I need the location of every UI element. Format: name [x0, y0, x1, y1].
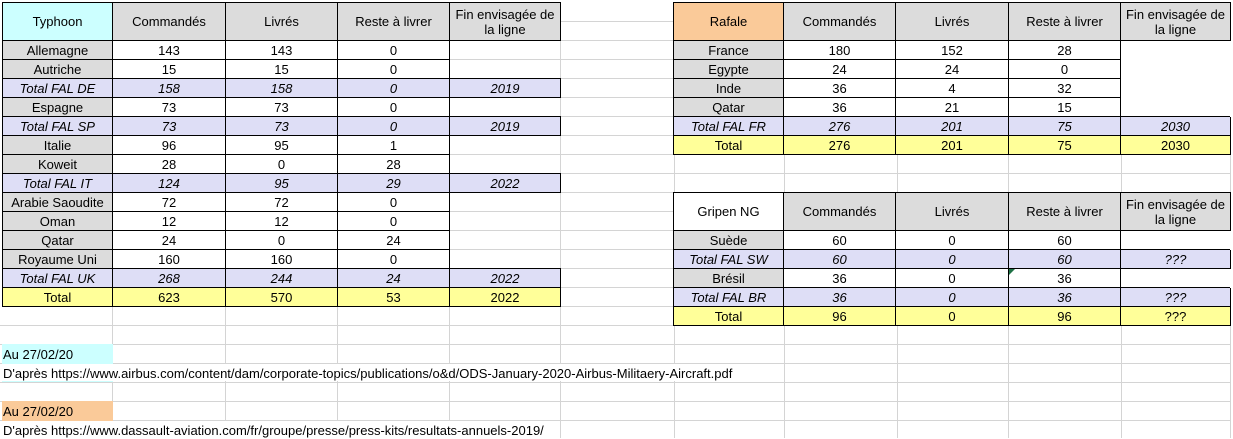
- cell[interactable]: 0: [338, 193, 450, 212]
- cell[interactable]: 623: [113, 288, 226, 307]
- typhoon-row-oman: [3, 212, 561, 231]
- rafale-column-header[interactable]: Reste à livrer: [1009, 3, 1121, 41]
- gridline: [449, 173, 1230, 174]
- cell[interactable]: 95: [226, 136, 338, 155]
- row-label[interactable]: Suède: [674, 231, 784, 250]
- gridline: [1230, 154, 1231, 192]
- row-label[interactable]: Total FAL BR: [674, 288, 784, 307]
- cell[interactable]: 0: [338, 98, 450, 117]
- gripen-row-total-fal-sw: [674, 250, 1231, 269]
- typhoon-header-row: [3, 3, 561, 41]
- gripen-column-header[interactable]: Fin envisagée de la ligne: [1121, 193, 1231, 231]
- cell[interactable]: 0: [338, 250, 450, 269]
- row-label[interactable]: Total FAL DE: [3, 79, 113, 98]
- cell[interactable]: 4: [896, 79, 1009, 98]
- cell[interactable]: 72: [226, 193, 338, 212]
- cell[interactable]: 0: [226, 155, 338, 174]
- cell[interactable]: ???: [1121, 288, 1231, 307]
- cell[interactable]: 36: [784, 98, 896, 117]
- cell[interactable]: 276: [784, 117, 896, 136]
- cell[interactable]: 96: [1009, 307, 1121, 326]
- gripen-row-su-de: [674, 231, 1231, 250]
- cell[interactable]: [450, 250, 561, 269]
- row-label[interactable]: Total FAL SP: [3, 117, 113, 136]
- cell[interactable]: [1121, 79, 1231, 98]
- typhoon-row-koweit: [3, 155, 561, 174]
- cell[interactable]: 72: [113, 193, 226, 212]
- rafale-row-egypte: [674, 60, 1231, 79]
- cell[interactable]: 75: [1009, 117, 1121, 136]
- rafale-column-header[interactable]: Livrés: [896, 3, 1009, 41]
- gridline: [560, 21, 674, 22]
- typhoon-column-header[interactable]: Commandés: [113, 3, 226, 41]
- typhoon-row-autriche: [3, 60, 561, 79]
- cell[interactable]: 73: [226, 117, 338, 136]
- cell[interactable]: 21: [896, 98, 1009, 117]
- cell[interactable]: 0: [896, 231, 1009, 250]
- cell[interactable]: 73: [226, 98, 338, 117]
- gridline: [1230, 325, 1231, 438]
- cell[interactable]: 0: [896, 288, 1009, 307]
- cell[interactable]: 0: [896, 250, 1009, 269]
- cell[interactable]: 12: [113, 212, 226, 231]
- row-label[interactable]: Total: [674, 136, 784, 155]
- rafale-column-header[interactable]: Fin envisagée de la ligne: [1121, 3, 1231, 41]
- cell[interactable]: 95: [226, 174, 338, 193]
- cell[interactable]: 0: [896, 307, 1009, 326]
- cell[interactable]: 36: [1009, 269, 1121, 288]
- row-label[interactable]: Egypte: [674, 60, 784, 79]
- row-label[interactable]: Espagne: [3, 98, 113, 117]
- error-indicator-icon: [1009, 269, 1015, 275]
- typhoon-column-header[interactable]: Livrés: [226, 3, 338, 41]
- typhoon-row-italie: [3, 136, 561, 155]
- gripen-column-header[interactable]: Reste à livrer: [1009, 193, 1121, 231]
- cell[interactable]: 53: [338, 288, 450, 307]
- gripen-column-header[interactable]: Commandés: [784, 193, 896, 231]
- row-label[interactable]: Total FAL FR: [674, 117, 784, 136]
- cell[interactable]: [450, 155, 561, 174]
- cell[interactable]: 2022: [450, 288, 561, 307]
- typhoon-column-header[interactable]: Fin envisagée de la ligne: [450, 3, 561, 41]
- row-label[interactable]: Total: [674, 307, 784, 326]
- rafale-row-total: [674, 136, 1231, 155]
- cell[interactable]: 158: [113, 79, 226, 98]
- cell[interactable]: 160: [113, 250, 226, 269]
- gripen-title-cell[interactable]: Gripen NG: [674, 193, 784, 231]
- cell[interactable]: 73: [113, 98, 226, 117]
- row-label[interactable]: Total FAL SW: [674, 250, 784, 269]
- cell[interactable]: 24: [338, 269, 450, 288]
- cell[interactable]: 60: [784, 250, 896, 269]
- cell[interactable]: 36: [784, 269, 896, 288]
- row-label[interactable]: Italie: [3, 136, 113, 155]
- cell[interactable]: 244: [226, 269, 338, 288]
- typhoon-row-royaume-uni: [3, 250, 561, 269]
- cell[interactable]: 60: [1009, 231, 1121, 250]
- cell[interactable]: ???: [1121, 250, 1231, 269]
- cell[interactable]: 29: [338, 174, 450, 193]
- rafale-row-inde: [674, 79, 1231, 98]
- typhoon-row-total-fal-de: [3, 79, 561, 98]
- cell[interactable]: 75: [1009, 136, 1121, 155]
- cell[interactable]: 0: [338, 60, 450, 79]
- cell[interactable]: 96: [784, 307, 896, 326]
- gripen-row-total-fal-br: [674, 288, 1231, 307]
- cell[interactable]: 15: [113, 60, 226, 79]
- row-label[interactable]: Total: [3, 288, 113, 307]
- rafale-title-cell[interactable]: Rafale: [674, 3, 784, 41]
- typhoon-row-arabie-saoudite: [3, 193, 561, 212]
- cell[interactable]: 201: [896, 136, 1009, 155]
- cell[interactable]: 0: [338, 41, 450, 60]
- cell[interactable]: 24: [784, 60, 896, 79]
- rafale-table: [673, 2, 1231, 155]
- cell[interactable]: 2019: [450, 79, 561, 98]
- cell[interactable]: 143: [113, 41, 226, 60]
- typhoon-row-espagne: [3, 98, 561, 117]
- gripen-row-total: [674, 307, 1231, 326]
- cell[interactable]: 0: [896, 269, 1009, 288]
- cell[interactable]: 73: [113, 117, 226, 136]
- cell[interactable]: 570: [226, 288, 338, 307]
- cell[interactable]: 36: [784, 288, 896, 307]
- gripen-row-br-sil: [674, 269, 1231, 288]
- cell[interactable]: 24: [896, 60, 1009, 79]
- row-label[interactable]: Total FAL UK: [3, 269, 113, 288]
- row-label[interactable]: Autriche: [3, 60, 113, 79]
- cell[interactable]: 0: [338, 212, 450, 231]
- cell[interactable]: [1121, 41, 1231, 60]
- cell[interactable]: [1121, 269, 1231, 288]
- cell[interactable]: 268: [113, 269, 226, 288]
- cell[interactable]: 276: [784, 136, 896, 155]
- gripen-column-header[interactable]: Livrés: [896, 193, 1009, 231]
- cell[interactable]: 124: [113, 174, 226, 193]
- cell[interactable]: [450, 193, 561, 212]
- cell[interactable]: 36: [1009, 288, 1121, 307]
- cell[interactable]: 152: [896, 41, 1009, 60]
- row-label[interactable]: Royaume Uni: [3, 250, 113, 269]
- cell[interactable]: 201: [896, 117, 1009, 136]
- cell[interactable]: 158: [226, 79, 338, 98]
- cell[interactable]: 60: [1009, 250, 1121, 269]
- gripen-table: [673, 192, 1231, 326]
- cell[interactable]: 2022: [450, 174, 561, 193]
- cell[interactable]: 24: [113, 231, 226, 250]
- cell[interactable]: [1121, 60, 1231, 79]
- typhoon-row-total-fal-sp: [3, 117, 561, 136]
- note-airbus-date[interactable]: Au 27/02/20: [3, 347, 74, 362]
- rafale-row-qatar: [674, 98, 1231, 117]
- cell[interactable]: 12: [226, 212, 338, 231]
- cell[interactable]: 28: [113, 155, 226, 174]
- typhoon-row-allemagne: [3, 41, 561, 60]
- rafale-header-row: [674, 3, 1231, 41]
- cell[interactable]: ???: [1121, 307, 1231, 326]
- cell[interactable]: 60: [784, 231, 896, 250]
- gripen-header-row: [674, 193, 1231, 231]
- cell[interactable]: [1121, 231, 1231, 250]
- cell[interactable]: [450, 60, 561, 79]
- row-label[interactable]: Oman: [3, 212, 113, 231]
- cell[interactable]: [1121, 98, 1231, 117]
- cell[interactable]: [450, 136, 561, 155]
- typhoon-column-header[interactable]: Reste à livrer: [338, 3, 450, 41]
- rafale-column-header[interactable]: Commandés: [784, 3, 896, 41]
- note-airbus-source[interactable]: D'après https://www.airbus.com/content/dam/corporate-topics/publications/o&d/ODS-January-2020-Airbus-Militaery-Aircraft.pdf: [3, 366, 733, 381]
- gridline: [560, 306, 674, 307]
- typhoon-row-qatar: [3, 231, 561, 250]
- rafale-row-total-fal-fr: [674, 117, 1231, 136]
- typhoon-row-total-fal-it: [3, 174, 561, 193]
- cell[interactable]: 28: [1009, 41, 1121, 60]
- cell[interactable]: 0: [226, 231, 338, 250]
- cell[interactable]: 143: [226, 41, 338, 60]
- typhoon-row-total: [3, 288, 561, 307]
- cell[interactable]: 2019: [450, 117, 561, 136]
- cell[interactable]: 24: [338, 231, 450, 250]
- row-label[interactable]: Arabie Saoudite: [3, 193, 113, 212]
- cell[interactable]: 180: [784, 41, 896, 60]
- row-label[interactable]: Inde: [674, 79, 784, 98]
- cell[interactable]: [450, 41, 561, 60]
- cell[interactable]: 28: [338, 155, 450, 174]
- row-label[interactable]: Allemagne: [3, 41, 113, 60]
- cell[interactable]: 0: [338, 79, 450, 98]
- gridline: [0, 382, 1230, 383]
- cell[interactable]: 36: [784, 79, 896, 98]
- rafale-row-france: [674, 41, 1231, 60]
- cell[interactable]: [450, 231, 561, 250]
- cell[interactable]: 15: [226, 60, 338, 79]
- typhoon-title-cell[interactable]: Typhoon: [3, 3, 113, 41]
- cell[interactable]: 1: [338, 136, 450, 155]
- cell[interactable]: [450, 212, 561, 231]
- cell[interactable]: 32: [1009, 79, 1121, 98]
- row-label[interactable]: Qatar: [3, 231, 113, 250]
- cell[interactable]: 96: [113, 136, 226, 155]
- cell[interactable]: 2030: [1121, 136, 1231, 155]
- row-label[interactable]: Koweit: [3, 155, 113, 174]
- row-label[interactable]: Brésil: [674, 269, 784, 288]
- note-dassault-date[interactable]: Au 27/02/20: [3, 404, 74, 419]
- cell[interactable]: 0: [1009, 60, 1121, 79]
- cell[interactable]: 2030: [1121, 117, 1231, 136]
- note-dassault-source[interactable]: D'après https://www.dassault-aviation.com/fr/groupe/presse/press-kits/resultats-annuels-2019/: [3, 423, 544, 438]
- typhoon-row-total-fal-uk: [3, 269, 561, 288]
- cell[interactable]: 160: [226, 250, 338, 269]
- gridline: [0, 401, 1230, 402]
- cell[interactable]: 2022: [450, 269, 561, 288]
- cell[interactable]: [450, 98, 561, 117]
- cell[interactable]: 15: [1009, 98, 1121, 117]
- row-label[interactable]: Qatar: [674, 98, 784, 117]
- row-label[interactable]: Total FAL IT: [3, 174, 113, 193]
- gridline: [0, 344, 1230, 345]
- cell[interactable]: 0: [338, 117, 450, 136]
- typhoon-table: [2, 2, 561, 307]
- row-label[interactable]: France: [674, 41, 784, 60]
